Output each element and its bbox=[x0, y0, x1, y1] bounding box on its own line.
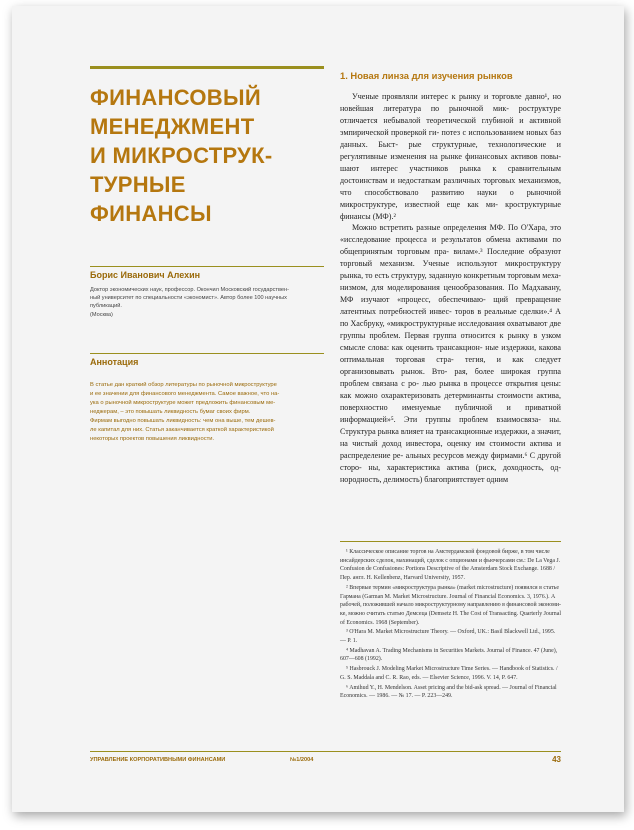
abstract-line: некоторых проектов повышения ликвидности. bbox=[90, 436, 215, 442]
issue-number: №1/2004 bbox=[290, 757, 314, 763]
author-block bbox=[90, 266, 324, 319]
body-paragraph: Ученые проявляли интерес к рынку и торговле давно¹, но новейшая литература по рыночной мик- роструктуре отличается небывалой теоретической глубиной и активной эмпирической проверкой ги- потез с использованием новых баз данных. Быст- рые структурные, технологические и регулятивные изменения на рынке финансовых активов повы- шают интерес участников рынка к сравнительным достоинствам и недостаткам различных торговых механизмов, что способствовало развитию науки о рыночной микроструктуре, известной еще как ми- кроструктурные финансы (МФ).² bbox=[340, 92, 561, 221]
journal-name: УПРАВЛЕНИЕ КОРПОРАТИВНЫМИ ФИНАНСАМИ bbox=[90, 757, 226, 763]
footnote: ¹ Классическое описание торгов на Амстердамской фондовой бирже, в том числе инсайдерских сделок, махинаций, сделок с опционами и фьючерсами см.: De La Vega J. Confusion de Confusiones: Portions Descriptive of the Amsterdam Stock Exchange. 1688 / Пер. англ. H. Kellenbenz, Harvard University, 1957. bbox=[340, 549, 561, 582]
section-title: 1. Новая линза для изучения рынков bbox=[340, 70, 513, 81]
title-top-rule bbox=[90, 66, 324, 69]
body-paragraph: Можно встретить разные определения МФ. По О'Хара, это «исследование процесса и результатов обмена активами по общепринятым торговым пра- вилам».³ Последние образуют торговый механизм. Ученые используют микроструктуру рынка, то есть структуру, заданную конкретным торговым меха- низмом, для моделирования ценообразования. По Мадхавану, МФ изучают «процесс, обеспечиваю- щий превращение латентных потребностей инвес- торов в реальные сделки».⁴ А по Хасбруку, «микроструктурные исследования охватывают две группы проблем. Первая группа относится к рынку в узком смысле слова: как оценить трансакцион- ные издержки, какова оптимальная торговая стра- тегия, и как следует организовывать рынок. Вто- рая, более широкая группа проблем связана с ро- лью рынка в процессе открытия цены: как можно охарактеризовать детерминанты стоимости актива, поверхностно именуемые публичной и приватной информацией»⁵. Эти группы проблем взаимосвяза- ны. Структура рынка влияет на трансакционные издержки, а значит, на чистый доход инвестора, оценку им стоимости актива и распределение ре- альных ресурсов между фирмами.⁶ С другой сторо- ны, характеристика актива (риск, доходность, од- нородность, делимость) благоприятствует одним bbox=[340, 223, 561, 484]
article-body bbox=[340, 70, 561, 485]
page-sheet bbox=[12, 6, 624, 812]
author-bio-line: публикаций. bbox=[90, 303, 122, 310]
author-bio-line: Доктор экономических наук, профессор. Окончил Московский государствен- bbox=[90, 287, 289, 293]
abstract-rule bbox=[90, 353, 324, 354]
abstract-line: и ее значении для финансового менеджмента. Самое важное, что на- bbox=[90, 391, 280, 397]
title-line: ФИНАНСОВЫЙ bbox=[90, 85, 261, 110]
footer-row bbox=[90, 755, 561, 767]
author-rule bbox=[90, 266, 324, 267]
footnotes bbox=[340, 548, 561, 702]
abstract-line: неджерам, – это повышать ликвидность бумаг своих фирм. bbox=[90, 409, 251, 415]
author-bio-line: ный университет по специальности «экономист». Автор более 100 научных bbox=[90, 295, 287, 302]
abstract-line: Фирмам выгодно повышать ликвидность: чем она выше, тем дешев- bbox=[90, 418, 276, 424]
footnote: ³ O'Hara M. Market Microstructure Theory. — Oxford, UK.: Basil Blackwell Ltd., 1995. — P. 1. bbox=[340, 629, 556, 645]
title-block bbox=[90, 66, 324, 228]
footnote-rule bbox=[340, 541, 561, 542]
abstract-line: В статье дан краткий обзор литературы по рыночной микроструктуре bbox=[90, 382, 277, 388]
author-bio-line: (Москва) bbox=[90, 311, 113, 318]
abstract-line: ука о рыночной микроструктуре может предложить финансовым ме- bbox=[90, 400, 276, 406]
title-line: ТУРНЫЕ bbox=[90, 172, 186, 197]
page-number: 43 bbox=[552, 755, 561, 764]
abstract-line: ле капитал для них. Статья заканчивается краткой характеристикой bbox=[90, 427, 274, 433]
footnote: ² Впервые термин «микроструктура рынка» (market microstructure) появился в статье Гармана (Garman M. Market Microstructure. Journal of Financial Economics. 3, 1976.). А рабочей, положившей начало микроструктурному направлению в финансовой экономи- ке, можно считать статью Демсеца (Demsetz H. The Cost of Transacting. Quarterly Journal of Economics. 1968 (September). bbox=[340, 584, 561, 626]
footer-rule bbox=[90, 751, 561, 752]
abstract-block bbox=[90, 353, 324, 444]
author-bio bbox=[90, 286, 324, 319]
abstract-heading: Аннотация bbox=[90, 357, 139, 367]
author-name: Борис Иванович Алехин bbox=[90, 270, 201, 280]
page-footer bbox=[90, 751, 561, 767]
article-title bbox=[90, 83, 324, 228]
title-line: МЕНЕДЖМЕНТ bbox=[90, 114, 255, 139]
body-text bbox=[340, 91, 561, 485]
title-line: ФИНАНСЫ bbox=[90, 201, 212, 226]
abstract-text bbox=[90, 381, 324, 444]
footnote: ⁵ Hasbrouck J. Modeling Market Microstructure Time Series. — Handbook of Statistics. / G. S. Maddala and C. R. Rao, eds. — Elsevier Science, 1996. V. 14, P. 647. bbox=[340, 666, 558, 681]
footnote: ⁴ Madhavan A. Trading Mechanisms in Securities Markets. Journal of Finance. 47 (June), 607—608 (1992). bbox=[340, 647, 558, 663]
title-line: И МИКРОСТРУК- bbox=[90, 143, 273, 168]
footnote: ⁶ Amihud Y., H. Mendelson. Asset pricing and the bid-ask spread. — Journal of Financial Economics. — 1986. — № 17. — P. 223—249. bbox=[340, 684, 557, 700]
